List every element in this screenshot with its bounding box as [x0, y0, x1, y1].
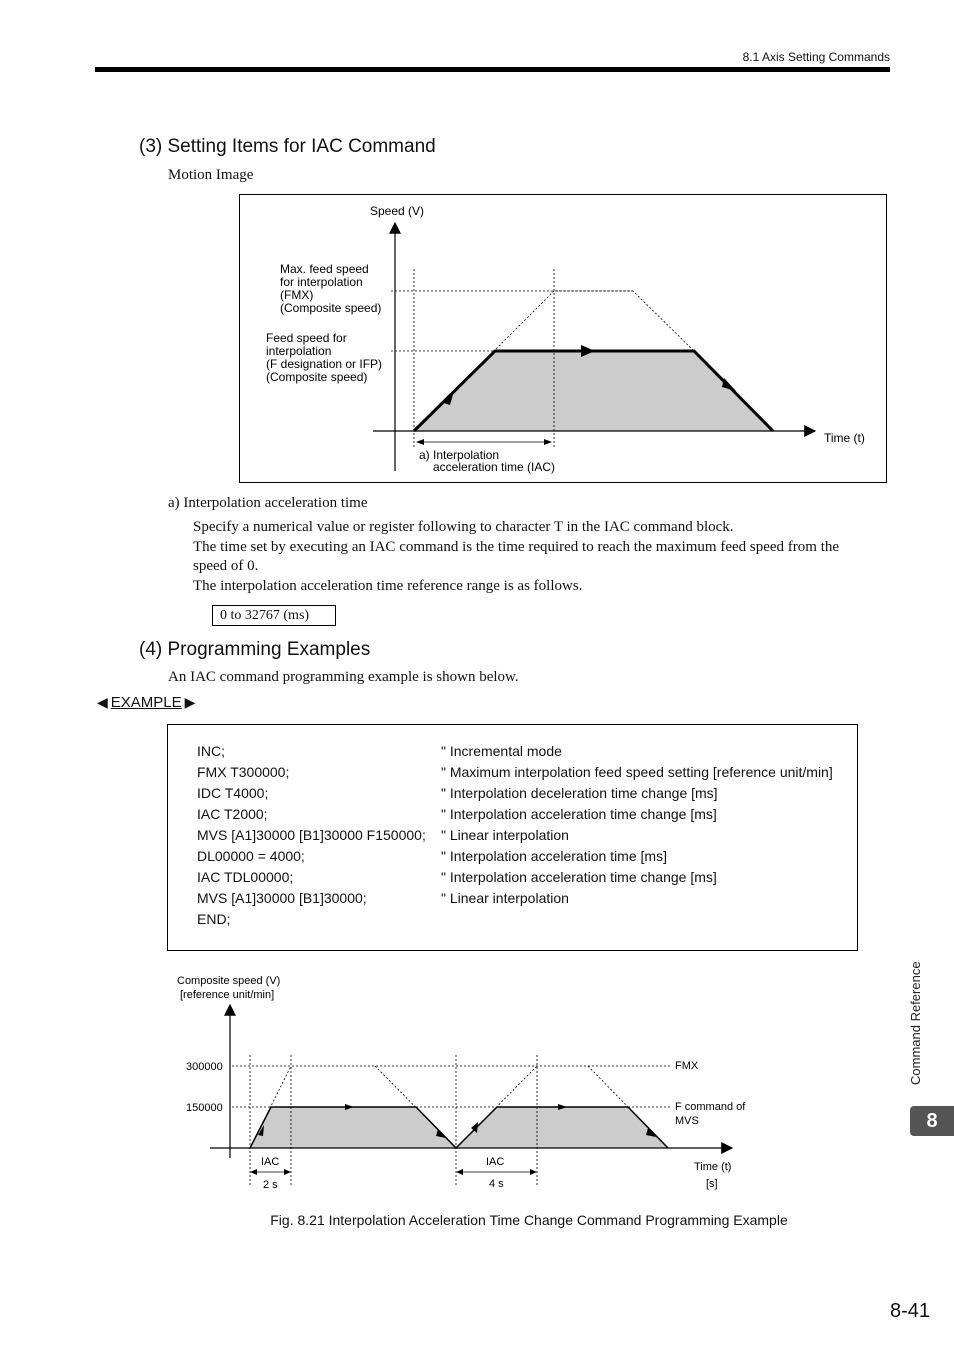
code-comment: " Incremental mode — [441, 743, 562, 759]
feed-speed-label — [266, 331, 382, 384]
code-line — [197, 825, 833, 846]
svg-text:Feed speed for: Feed speed for — [266, 331, 347, 345]
item-a-line-3: speed of 0. — [193, 558, 259, 574]
code-command: IDC T4000; — [197, 785, 269, 801]
code-listing — [197, 741, 833, 930]
iac-2-label: IAC — [486, 1156, 505, 1168]
page-number: 8-41 — [889, 1300, 930, 1322]
speed-axis-label: Speed (V) — [370, 204, 425, 218]
iac-2-time: 4 s — [489, 1178, 504, 1190]
code-line — [197, 888, 833, 909]
iac-1-label: IAC — [261, 1156, 280, 1168]
y-tick-150000: 150000 — [186, 1102, 223, 1114]
x-axis-label-1: Time (t) — [694, 1161, 732, 1173]
example-label: EXAMPLE — [110, 694, 182, 711]
code-comment: " Interpolation acceleration time change [ms] — [441, 806, 717, 822]
f-command-label-2: MVS — [675, 1115, 699, 1127]
iac-programming-example-figure — [170, 965, 770, 1195]
code-command: FMX T300000; — [197, 764, 290, 780]
svg-text:interpolation: interpolation — [266, 344, 332, 358]
svg-text:Max. feed speed: Max. feed speed — [280, 262, 369, 276]
code-line — [197, 846, 833, 867]
svg-text:for interpolation: for interpolation — [280, 275, 363, 289]
chapter-side-label: Command Reference — [908, 961, 923, 1085]
y-axis-label-2: [reference unit/min] — [180, 989, 275, 1001]
code-line — [197, 867, 833, 888]
iac-label — [419, 448, 555, 474]
svg-text:(F designation or IFP): (F designation or IFP) — [266, 357, 383, 371]
svg-text:a) Interpolation: a) Interpolation — [419, 448, 500, 462]
item-a-line-1: Specify a numerical value or register following to character T in the IAC command block. — [193, 519, 734, 535]
code-comment: " Interpolation acceleration time change [ms] — [441, 869, 717, 885]
code-line — [197, 762, 833, 783]
svg-text:acceleration time (IAC): acceleration time (IAC) — [433, 460, 556, 474]
header-rule — [95, 67, 890, 72]
section-3-heading: (3) Setting Items for IAC Command — [139, 136, 436, 157]
item-a-line-4: The interpolation acceleration time reference range is as follows. — [193, 577, 583, 594]
chapter-number-tab: 8 — [910, 1106, 954, 1136]
example-tag — [97, 694, 195, 711]
code-comment: " Interpolation deceleration time change [ms] — [441, 785, 718, 801]
code-command: MVS [A1]30000 [B1]30000 F150000; — [197, 827, 426, 843]
code-line — [197, 909, 833, 930]
code-comment: " Interpolation acceleration time [ms] — [441, 848, 667, 864]
fmx-label: FMX — [675, 1060, 699, 1072]
code-line — [197, 804, 833, 825]
fmx-label — [280, 262, 381, 315]
code-line — [197, 741, 833, 762]
code-command: INC; — [197, 743, 225, 759]
f-command-label-1: F command of — [675, 1101, 746, 1113]
y-axis-label-1: Composite speed (V) — [177, 975, 281, 987]
profile-2-fill — [456, 1107, 668, 1148]
running-header: 8.1 Axis Setting Commands — [742, 50, 890, 64]
code-comment: " Linear interpolation — [441, 890, 569, 906]
speed-profile-fill — [414, 351, 773, 431]
item-a-line-2: The time set by executing an IAC command is the time required to reach the maximum feed speed from the — [193, 538, 840, 555]
code-command: IAC TDL00000; — [197, 869, 294, 885]
code-command: DL00000 = 4000; — [197, 848, 305, 864]
item-a-description — [193, 518, 893, 596]
code-example-box — [167, 724, 858, 951]
range-box: 0 to 32767 (ms) — [212, 605, 336, 626]
y-tick-300000: 300000 — [186, 1061, 223, 1073]
figure-caption: Fig. 8.21 Interpolation Acceleration Time Change Command Programming Example — [270, 1212, 788, 1228]
section-4-intro: An IAC command programming example is shown below. — [168, 669, 519, 685]
x-axis-label-2: [s] — [706, 1178, 718, 1190]
code-comment: " Linear interpolation — [441, 827, 569, 843]
code-command: MVS [A1]30000 [B1]30000; — [197, 890, 367, 906]
iac-1-time: 2 s — [263, 1179, 278, 1191]
time-axis-label: Time (t) — [824, 431, 865, 445]
motion-image-figure — [239, 194, 887, 483]
code-comment: " Maximum interpolation feed speed setting [reference unit/min] — [441, 764, 833, 780]
triangle-right-icon: ▶ — [184, 694, 196, 710]
triangle-left-icon: ◀ — [97, 694, 108, 710]
motion-image-label: Motion Image — [168, 167, 254, 183]
svg-text:(FMX): (FMX) — [280, 288, 314, 302]
item-a-title: a) Interpolation acceleration time — [168, 495, 368, 511]
code-command: END; — [197, 911, 231, 927]
code-line — [197, 783, 833, 804]
section-4-heading: (4) Programming Examples — [139, 639, 371, 660]
profile-1-fill — [250, 1107, 456, 1148]
svg-text:(Composite speed): (Composite speed) — [266, 370, 368, 384]
motion-image-diagram — [240, 195, 886, 482]
code-command: IAC T2000; — [197, 806, 268, 822]
svg-text:(Composite speed): (Composite speed) — [280, 301, 382, 315]
